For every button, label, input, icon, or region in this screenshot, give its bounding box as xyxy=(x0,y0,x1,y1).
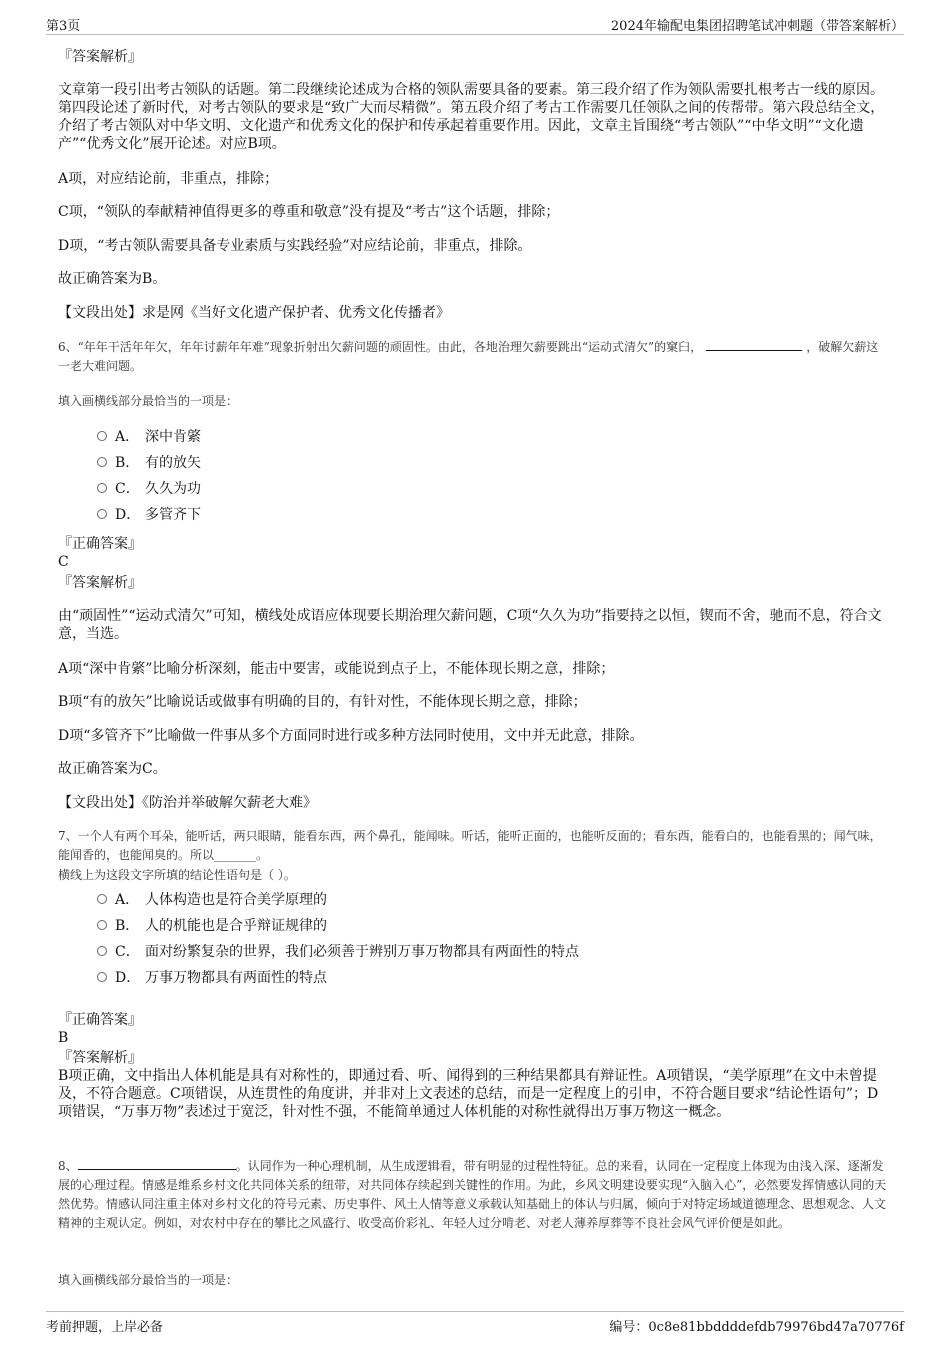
q6-analysis-p5: 故正确答案为C。 xyxy=(58,761,167,777)
radio-icon[interactable] xyxy=(97,509,107,519)
radio-icon[interactable] xyxy=(97,431,107,441)
q6-analysis-label: 『答案解析』 xyxy=(58,575,142,591)
q6-analysis-p1: 由“顽固性”“运动式清欠”可知，横线处成语应体现要长期治理欠薪问题，C项“久久为功”指要持之以恒，锲而不舍，驰而不息，符合文意，当选。 xyxy=(58,608,882,642)
q7-option-b[interactable]: B． 人的机能也是合乎辩证规律的 xyxy=(97,917,327,935)
q6-answer-label: 『正确答案』 xyxy=(58,536,142,552)
document-title: 2024年输配电集团招聘笔试冲刺题（带答案解析） xyxy=(610,19,904,34)
q6-analysis-p3: B项“有的放矢”比喻说话或做事有明确的目的，有针对性，不能体现长期之意，排除； xyxy=(58,694,587,710)
q7-prompt: 横线上为这段文字所填的结论性语句是（ ）。 xyxy=(58,868,296,882)
q6-option-a[interactable]: A． 深中肯綮 xyxy=(97,428,201,446)
q5-source: 【文段出处】求是网《当好文化遗产保护者、优秀文化传播者》 xyxy=(58,305,450,321)
q5-analysis-p1: 文章第一段引出考古领队的话题。第二段继续论述成为合格的领队需要具备的要素。第三段介绍了作为领队需要扎根考古一线的原因。第四段论述了新时代，对考古领队的要求是“致广大而尽精微”。第五段介绍了考古工作需要几任领队之间的传帮带。第六段总结全文，介绍了考古领队对中华文明、文化遗产和优秀文化的保护和传承起着重要作用。因此，文章主旨围绕“考古领队”“中华文明”“文化遗产”“优秀文化”展开论述。对应B项。 xyxy=(58,82,885,152)
q6-option-c[interactable]: C． 久久为功 xyxy=(97,480,201,498)
q5-analysis-label: 『答案解析』 xyxy=(58,49,142,65)
radio-icon[interactable] xyxy=(97,972,107,982)
q8-stem-text: 。认同作为一种心理机制，从生成逻辑看，带有明显的过程性特征。总的来看，认同在一定程度上体现为由浅入深、逐渐发展的心理过程。情感是维系乡村文化共同体关系的纽带，对共同体存续起到关键性的作用。为此，乡风文明建设要实现“入脑入心”，必然要发挥情感认同的天然优势。情感认同注重主体对乡村文化的符号元素、历史事件、风土人情等意义承载认知基础上的体认与归属，倾向于对特定场域道德理念、思想观念、人文精神的主观认定。例如，对农村中存在的攀比之风盛行、收受高价彩礼、年轻人过分啃老、对老人薄养厚葬等不良社会风气评价便是如此。 xyxy=(58,1159,887,1230)
footer-slogan: 考前押题，上岸必备 xyxy=(46,1320,164,1335)
q7-analysis-label: 『答案解析』 xyxy=(58,1050,142,1066)
radio-icon[interactable] xyxy=(97,920,107,930)
q6-blank xyxy=(706,338,802,351)
q7-answer-label: 『正确答案』 xyxy=(58,1012,142,1028)
radio-icon[interactable] xyxy=(97,946,107,956)
q7-analysis-p1: B项正确，文中指出人体机能是具有对称性的，即通过看、听、闻得到的三种结果都具有辩证性。A项错误，“美学原理”在文中未曾提及，不符合题意。C项错误，从连贯性的角度讲，并非对上文表述的总结，而是一定程度上的引申，不符合题目要求“结论性语句”；D项错误，“万事万物”表述过于宽泛，针对性不强，不能简单通过人体机能的对称性就得出万事万物这一概念。 xyxy=(58,1068,879,1120)
q6-stem-part2: ，破解欠薪这一老大难问题。 xyxy=(58,340,879,373)
page-footer xyxy=(46,1311,904,1338)
page-number: 第3页 xyxy=(46,19,81,34)
q5-analysis-p4: D项，“考古领队需要具备专业素质与实践经验”对应结论前，非重点，排除。 xyxy=(58,238,532,254)
q8-blank xyxy=(78,1157,236,1170)
q6-stem-part1: 6、“年年干活年年欠，年年讨薪年年难”现象折射出欠薪问题的顽固性。由此，各地治理欠薪要跳出“运动式清欠”的窠臼， xyxy=(58,340,703,354)
q6-answer: C xyxy=(58,554,69,570)
q6-analysis-p2: A项“深中肯綮”比喻分析深刻，能击中要害，或能说到点子上，不能体现长期之意，排除； xyxy=(58,661,615,677)
q7-option-a[interactable]: A． 人体构造也是符合美学原理的 xyxy=(97,891,327,909)
radio-icon[interactable] xyxy=(97,457,107,467)
q5-analysis-p2: A项，对应结论前，非重点，排除； xyxy=(58,171,279,187)
q6-prompt: 填入画横线部分最恰当的一项是： xyxy=(58,394,239,408)
q8-prompt: 填入画横线部分最恰当的一项是： xyxy=(58,1273,239,1287)
q5-analysis-p3: C项，“领队的奉献精神值得更多的尊重和敬意”没有提及“考古”这个话题，排除； xyxy=(58,204,560,220)
q7-option-d[interactable]: D． 万事万物都具有两面性的特点 xyxy=(97,969,327,987)
q7-option-c[interactable]: C． 面对纷繁复杂的世界，我们必须善于辨别万事万物都具有两面性的特点 xyxy=(97,943,579,961)
q8-stem xyxy=(58,1157,890,1233)
q6-option-b[interactable]: B． 有的放矢 xyxy=(97,454,201,472)
document-code: 编号：0c8e81bbddddefdb79976bd47a70776f xyxy=(609,1320,904,1335)
q6-analysis-p4: D项“多管齐下”比喻做一件事从多个方面同时进行或多种方法同时使用，文中并无此意，排除。 xyxy=(58,728,644,744)
page-header xyxy=(46,12,904,35)
q7-stem: 7、一个人有两个耳朵，能听话，两只眼睛，能看东西，两个鼻孔，能闻味。听话，能听正面的，也能听反面的；看东西，能看白的，也能看黑的；闻气味，能闻香的，也能闻臭的。所以_______。 xyxy=(58,829,882,862)
radio-icon[interactable] xyxy=(97,483,107,493)
q6-source: 【文段出处】《防治并举破解欠薪老大难》 xyxy=(58,795,317,811)
q6-stem xyxy=(58,338,890,376)
q5-analysis-p5: 故正确答案为B。 xyxy=(58,271,167,287)
q8-number: 8、 xyxy=(58,1159,78,1173)
q6-option-d[interactable]: D． 多管齐下 xyxy=(97,506,201,524)
q7-answer: B xyxy=(58,1030,69,1046)
radio-icon[interactable] xyxy=(97,894,107,904)
